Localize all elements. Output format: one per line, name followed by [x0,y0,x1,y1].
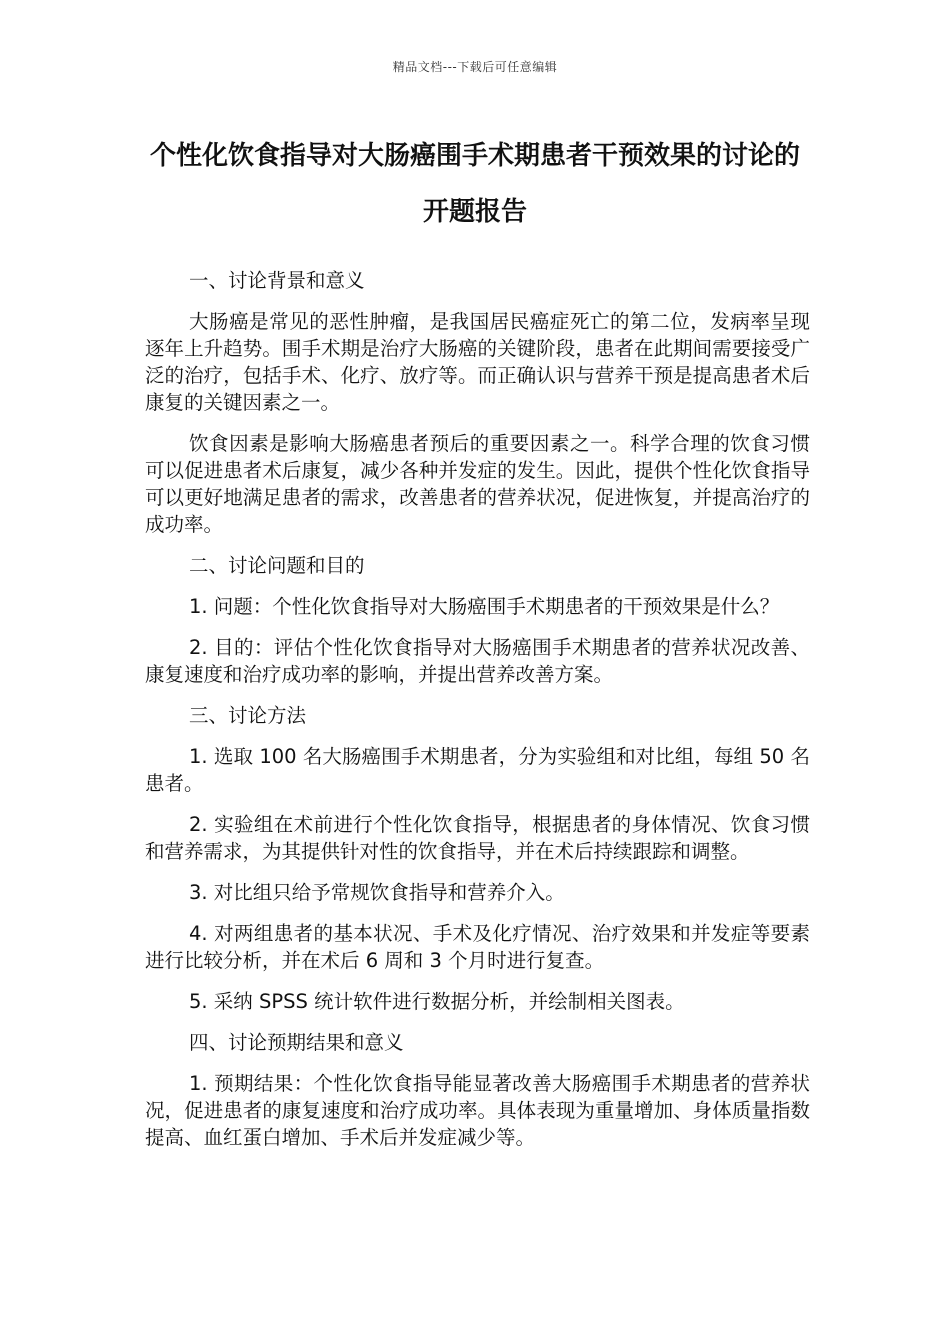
paragraph-background-1: 大肠癌是常见的恶性肿瘤，是我国居民癌症死亡的第二位，发病率呈现逐年上升趋势。围手术期是治疗大肠癌的关键阶段，患者在此期间需要接受广泛的治疗，包括手术、化疗、放疗等。而正确认识与营养干预是提高患者术后康复的关键因素之一。 [145,310,810,414]
header-note: 精品文档---下载后可任意编辑 [392,60,558,74]
paragraph-method-2: 2. 实验组在术前进行个性化饮食指导，根据患者的身体情况、饮食习惯和营养需求，为其提供针对性的饮食指导，并在术后持续跟踪和调整。 [145,813,810,863]
document-body [145,267,810,1165]
paragraph-method-5: 5. 采纳 SPSS 统计软件进行数据分析，并绘制相关图表。 [189,990,685,1013]
paragraph-purpose: 2. 目的：评估个性化饮食指导对大肠癌围手术期患者的营养状况改善、康复速度和治疗成功率的影响，并提出营养改善方案。 [145,636,810,686]
paragraph-method-3: 3. 对比组只给予常规饮食指导和营养介入。 [189,881,565,904]
section-heading-questions: 二、讨论问题和目的 [189,554,365,577]
section-heading-expected-results: 四、讨论预期结果和意义 [189,1031,404,1054]
document-title: 个性化饮食指导对大肠癌围手术期患者干预效果的讨论的开题报告 [149,141,800,227]
section-heading-background: 一、讨论背景和意义 [189,269,365,292]
paragraph-method-1: 1. 选取 100 名大肠癌围手术期患者，分为实验组和对比组，每组 50 名患者。 [145,745,810,795]
section-heading-methods: 三、讨论方法 [189,704,307,727]
paragraph-background-2: 饮食因素是影响大肠癌患者预后的重要因素之一。科学合理的饮食习惯可以促进患者术后康复，减少各种并发症的发生。因此，提供个性化饮食指导可以更好地满足患者的需求，改善患者的营养状况，促进恢复，并提高治疗的成功率。 [145,432,810,536]
paragraph-question: 1. 问题：个性化饮食指导对大肠癌围手术期患者的干预效果是什么？ [189,595,780,618]
paragraph-expected-results: 1. 预期结果：个性化饮食指导能显著改善大肠癌围手术期患者的营养状况，促进患者的康复速度和治疗成功率。具体表现为重量增加、身体质量指数提高、血红蛋白增加、手术后并发症减少等。 [145,1072,810,1149]
paragraph-method-4: 4. 对两组患者的基本状况、手术及化疗情况、治疗效果和并发症等要素进行比较分析，并在术后 6 周和 3 个月时进行复查。 [145,922,810,972]
